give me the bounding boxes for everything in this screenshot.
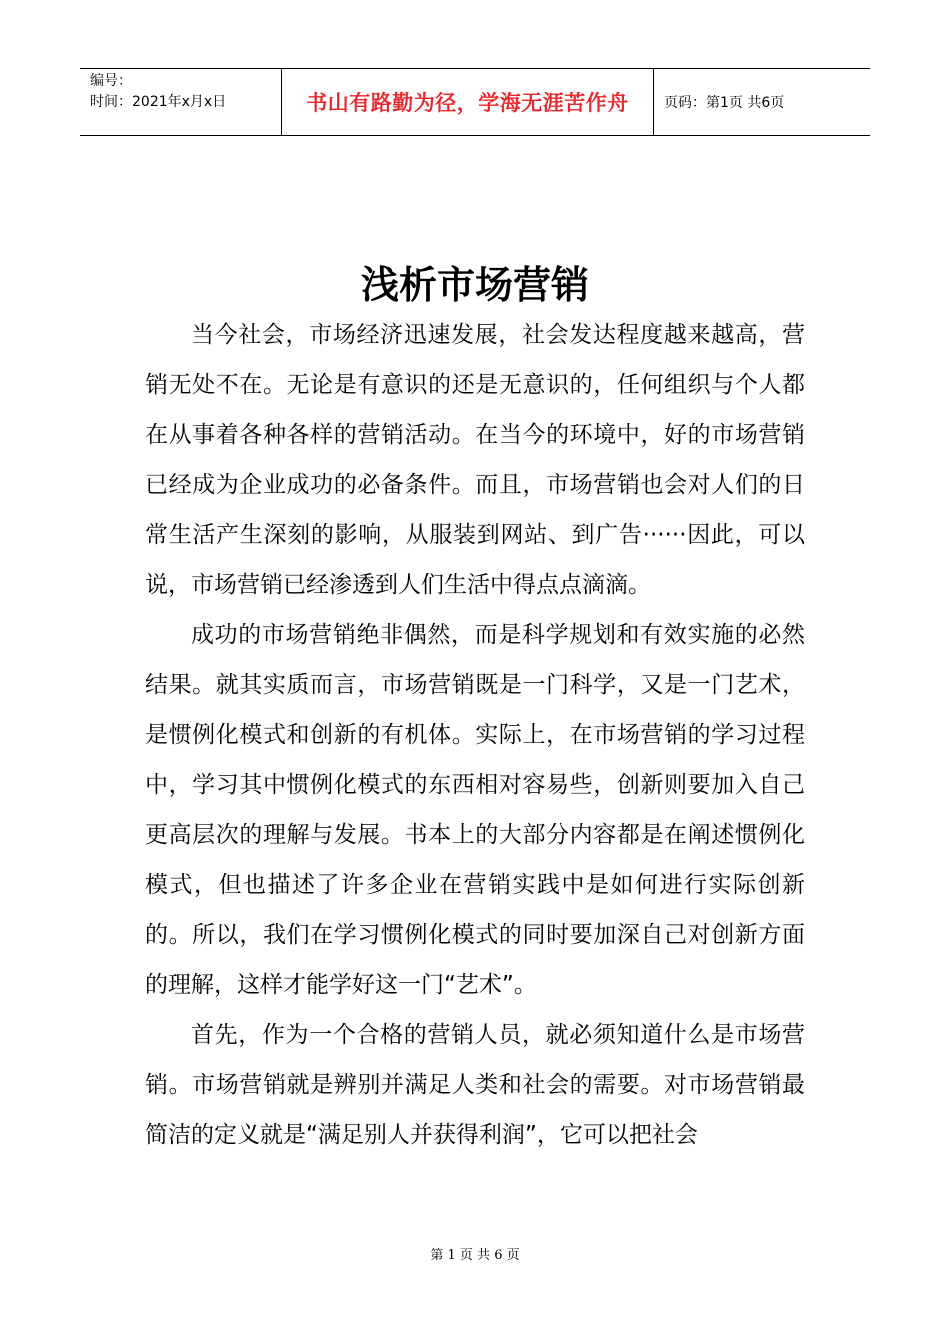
paragraph-3: 首先，作为一个合格的营销人员，就必须知道什么是市场营销。市场营销就是辨别并满足人类和社会的需要。对市场营销最简洁的定义就是“满足别人并获得利润”，它可以把社会: [145, 1022, 805, 1148]
document-header: [80, 68, 870, 136]
motto-text: 书山有路勤为径，学海无涯苦作舟: [306, 91, 629, 115]
paragraph-2: 成功的市场营销绝非偶然，而是科学规划和有效实施的必然结果。就其实质而言，市场营销既是一门科学，又是一门艺术，是惯例化模式和创新的有机体。实际上，在市场营销的学习过程中，学习其中惯例化模式的东西相对容易些，创新则要加入自己更高层次的理解与发展。书本上的大部分内容都是在阐述惯例化模式，但也描述了许多企业在营销实践中是如何进行实际创新的。所以，我们在学习惯例化模式的同时要加深自己对创新方面的理解，这样才能学好这一门“艺术”。: [145, 622, 805, 998]
header-meta: [80, 69, 282, 135]
header-motto-cell: [282, 69, 654, 135]
document-title: 浅析市场营销: [360, 263, 589, 307]
page-footer: 第 1 页 共 6 页: [430, 1248, 520, 1263]
document-body: [145, 310, 805, 1160]
paragraph-1: 当今社会，市场经济迅速发展，社会发达程度越来越高，营销无处不在。无论是有意识的还是无意识的，任何组织与个人都在从事着各种各样的营销活动。在当今的环境中，好的市场营销已经成为企业成功的必备条件。而且，市场营销也会对人们的日常生活产生深刻的影响，从服装到网站、到广告······因此，可以说，市场营销已经渗透到人们生活中得点点滴滴。: [145, 322, 805, 598]
page-info: 页码：第1页 共6页: [664, 95, 785, 111]
header-page-info-cell: [654, 69, 870, 135]
time-label: 时间：2021年x月x日: [90, 94, 227, 110]
number-label: 编号：: [90, 73, 132, 89]
